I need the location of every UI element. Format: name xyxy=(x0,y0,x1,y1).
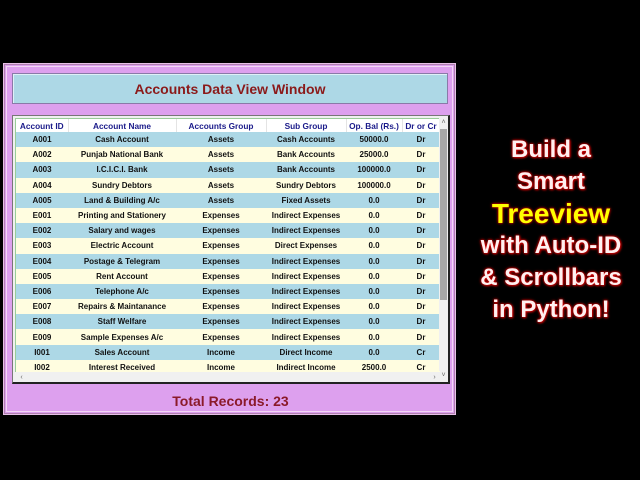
cell-accounts-group: Expenses xyxy=(176,314,266,329)
cell-account-name: I.C.I.C.I. Bank xyxy=(68,162,176,177)
cell-account-id: E007 xyxy=(16,299,68,314)
cell-account-name: Repairs & Maintanance xyxy=(68,299,176,314)
cell-dr-cr: Cr xyxy=(402,345,440,360)
cell-dr-cr: Dr xyxy=(402,238,440,253)
header-row xyxy=(16,119,440,132)
cell-accounts-group: Expenses xyxy=(176,269,266,284)
cell-accounts-group: Income xyxy=(176,345,266,360)
cell-account-id: E003 xyxy=(16,238,68,253)
treeview-frame xyxy=(12,115,450,384)
cell-sub-group: Direct Expenses xyxy=(266,238,346,253)
cell-account-name: Sundry Debtors xyxy=(68,178,176,193)
cell-sub-group: Indirect Expenses xyxy=(266,254,346,269)
cell-account-name: Postage & Telegram xyxy=(68,254,176,269)
cell-dr-cr: Dr xyxy=(402,162,440,177)
cell-dr-cr: Dr xyxy=(402,314,440,329)
table-row[interactable] xyxy=(16,223,440,238)
cell-sub-group: Indirect Expenses xyxy=(266,223,346,238)
cell-dr-cr: Dr xyxy=(402,223,440,238)
window-title: Accounts Data View Window xyxy=(134,80,326,97)
cell-accounts-group: Assets xyxy=(176,162,266,177)
cell-accounts-group: Assets xyxy=(176,132,266,147)
cell-op-bal: 0.0 xyxy=(346,314,402,329)
table-row[interactable] xyxy=(16,208,440,223)
title-panel xyxy=(12,73,448,104)
table-body xyxy=(16,132,440,372)
cell-dr-cr: Dr xyxy=(402,284,440,299)
cell-op-bal: 0.0 xyxy=(346,223,402,238)
cell-op-bal: 0.0 xyxy=(346,254,402,269)
vertical-scrollbar[interactable] xyxy=(439,118,448,379)
column-header-account-name[interactable]: Account Name xyxy=(68,119,176,132)
cell-account-name: Punjab National Bank xyxy=(68,147,176,162)
cell-account-id: E005 xyxy=(16,269,68,284)
cell-sub-group: Direct Income xyxy=(266,345,346,360)
cell-dr-cr: Dr xyxy=(402,193,440,208)
cell-sub-group: Indirect Expenses xyxy=(266,299,346,314)
scroll-right-icon[interactable]: › xyxy=(433,374,436,381)
table-row[interactable] xyxy=(16,284,440,299)
cell-account-id: E001 xyxy=(16,208,68,223)
cell-account-id: A003 xyxy=(16,162,68,177)
cell-dr-cr: Dr xyxy=(402,208,440,223)
cell-accounts-group: Expenses xyxy=(176,238,266,253)
cell-dr-cr: Cr xyxy=(402,360,440,372)
cell-dr-cr: Dr xyxy=(402,299,440,314)
cell-op-bal: 0.0 xyxy=(346,299,402,314)
table-row[interactable] xyxy=(16,299,440,314)
cell-op-bal: 0.0 xyxy=(346,238,402,253)
vertical-scroll-thumb[interactable] xyxy=(440,129,447,300)
scroll-left-icon[interactable]: ‹ xyxy=(20,374,23,381)
cell-account-name: Salary and wages xyxy=(68,223,176,238)
column-header-op-bal[interactable]: Op. Bal (Rs.) xyxy=(346,119,402,132)
cell-account-name: Staff Welfare xyxy=(68,314,176,329)
cell-account-name: Telephone A/c xyxy=(68,284,176,299)
promo-caption xyxy=(462,134,640,326)
cell-op-bal: 50000.0 xyxy=(346,132,402,147)
cell-dr-cr: Dr xyxy=(402,178,440,193)
cell-sub-group: Fixed Assets xyxy=(266,193,346,208)
cell-dr-cr: Dr xyxy=(402,254,440,269)
cell-account-name: Sales Account xyxy=(68,345,176,360)
cell-sub-group: Indirect Expenses xyxy=(266,208,346,223)
cell-account-id: E002 xyxy=(16,223,68,238)
promo-line: in Python! xyxy=(492,296,610,323)
cell-accounts-group: Assets xyxy=(176,147,266,162)
column-header-sub-group[interactable]: Sub Group xyxy=(266,119,346,132)
cell-op-bal: 0.0 xyxy=(346,269,402,284)
cell-accounts-group: Expenses xyxy=(176,223,266,238)
promo-line-highlight: Treeview xyxy=(491,198,611,229)
table-row[interactable] xyxy=(16,178,440,193)
cell-op-bal: 0.0 xyxy=(346,329,402,344)
cell-account-name: Land & Building A/c xyxy=(68,193,176,208)
cell-op-bal: 2500.0 xyxy=(346,360,402,372)
horizontal-scrollbar[interactable] xyxy=(15,373,439,382)
cell-op-bal: 0.0 xyxy=(346,208,402,223)
cell-sub-group: Sundry Debtors xyxy=(266,178,346,193)
cell-op-bal: 25000.0 xyxy=(346,147,402,162)
accounts-data-view-window xyxy=(3,63,456,415)
cell-account-id: E006 xyxy=(16,284,68,299)
table-row[interactable] xyxy=(16,147,440,162)
cell-accounts-group: Expenses xyxy=(176,284,266,299)
cell-account-name: Cash Account xyxy=(68,132,176,147)
cell-op-bal: 100000.0 xyxy=(346,162,402,177)
promo-line: Smart xyxy=(516,168,586,195)
cell-op-bal: 0.0 xyxy=(346,193,402,208)
cell-accounts-group: Expenses xyxy=(176,208,266,223)
cell-sub-group: Indirect Expenses xyxy=(266,314,346,329)
cell-account-id: A001 xyxy=(16,132,68,147)
cell-account-id: A002 xyxy=(16,147,68,162)
cell-sub-group: Indirect Expenses xyxy=(266,269,346,284)
cell-accounts-group: Expenses xyxy=(176,299,266,314)
table-row[interactable] xyxy=(16,254,440,269)
table-row[interactable] xyxy=(16,193,440,208)
cell-account-id: E004 xyxy=(16,254,68,269)
promo-line: with Auto-ID xyxy=(480,232,622,259)
scroll-up-icon[interactable]: ˄ xyxy=(441,119,446,126)
cell-sub-group: Indirect Income xyxy=(266,360,346,372)
cell-account-name: Sample Expenses A/c xyxy=(68,329,176,344)
table-row[interactable] xyxy=(16,345,440,360)
cell-account-id: E008 xyxy=(16,314,68,329)
table-row[interactable] xyxy=(16,162,440,177)
table-row[interactable] xyxy=(16,269,440,284)
cell-accounts-group: Assets xyxy=(176,193,266,208)
cell-op-bal: 100000.0 xyxy=(346,178,402,193)
cell-sub-group: Cash Accounts xyxy=(266,132,346,147)
cell-op-bal: 0.0 xyxy=(346,284,402,299)
cell-dr-cr: Dr xyxy=(402,147,440,162)
cell-accounts-group: Expenses xyxy=(176,254,266,269)
cell-account-name: Rent Account xyxy=(68,269,176,284)
table-row[interactable] xyxy=(16,132,440,147)
promo-line: Build a xyxy=(510,136,591,163)
accounts-treeview[interactable] xyxy=(15,118,440,372)
cell-account-id: A005 xyxy=(16,193,68,208)
cell-account-id: A004 xyxy=(16,178,68,193)
table-row[interactable] xyxy=(16,314,440,329)
table-row[interactable] xyxy=(16,329,440,344)
column-header-accounts-group[interactable]: Accounts Group xyxy=(176,119,266,132)
cell-account-id: I002 xyxy=(16,360,68,372)
table-row[interactable] xyxy=(16,360,440,372)
cell-accounts-group: Income xyxy=(176,360,266,372)
cell-account-name: Electric Account xyxy=(68,238,176,253)
column-header-dr-cr[interactable]: Dr or Cr xyxy=(402,119,440,132)
scroll-down-icon[interactable]: ˅ xyxy=(441,372,446,379)
cell-account-id: E009 xyxy=(16,329,68,344)
cell-dr-cr: Dr xyxy=(402,269,440,284)
cell-sub-group: Bank Accounts xyxy=(266,162,346,177)
cell-account-id: I001 xyxy=(16,345,68,360)
total-records-label: Total Records: 23 xyxy=(172,393,289,409)
cell-accounts-group: Expenses xyxy=(176,329,266,344)
column-header-account-id[interactable]: Account ID xyxy=(16,119,68,132)
cell-sub-group: Indirect Expenses xyxy=(266,329,346,344)
promo-line: & Scrollbars xyxy=(480,264,622,291)
cell-dr-cr: Dr xyxy=(402,132,440,147)
cell-dr-cr: Dr xyxy=(402,329,440,344)
cell-sub-group: Bank Accounts xyxy=(266,147,346,162)
cell-account-name: Interest Received xyxy=(68,360,176,372)
cell-sub-group: Indirect Expenses xyxy=(266,284,346,299)
accounts-table xyxy=(16,119,440,372)
cell-account-name: Printing and Stationery xyxy=(68,208,176,223)
table-row[interactable] xyxy=(16,238,440,253)
cell-op-bal: 0.0 xyxy=(346,345,402,360)
cell-accounts-group: Assets xyxy=(176,178,266,193)
